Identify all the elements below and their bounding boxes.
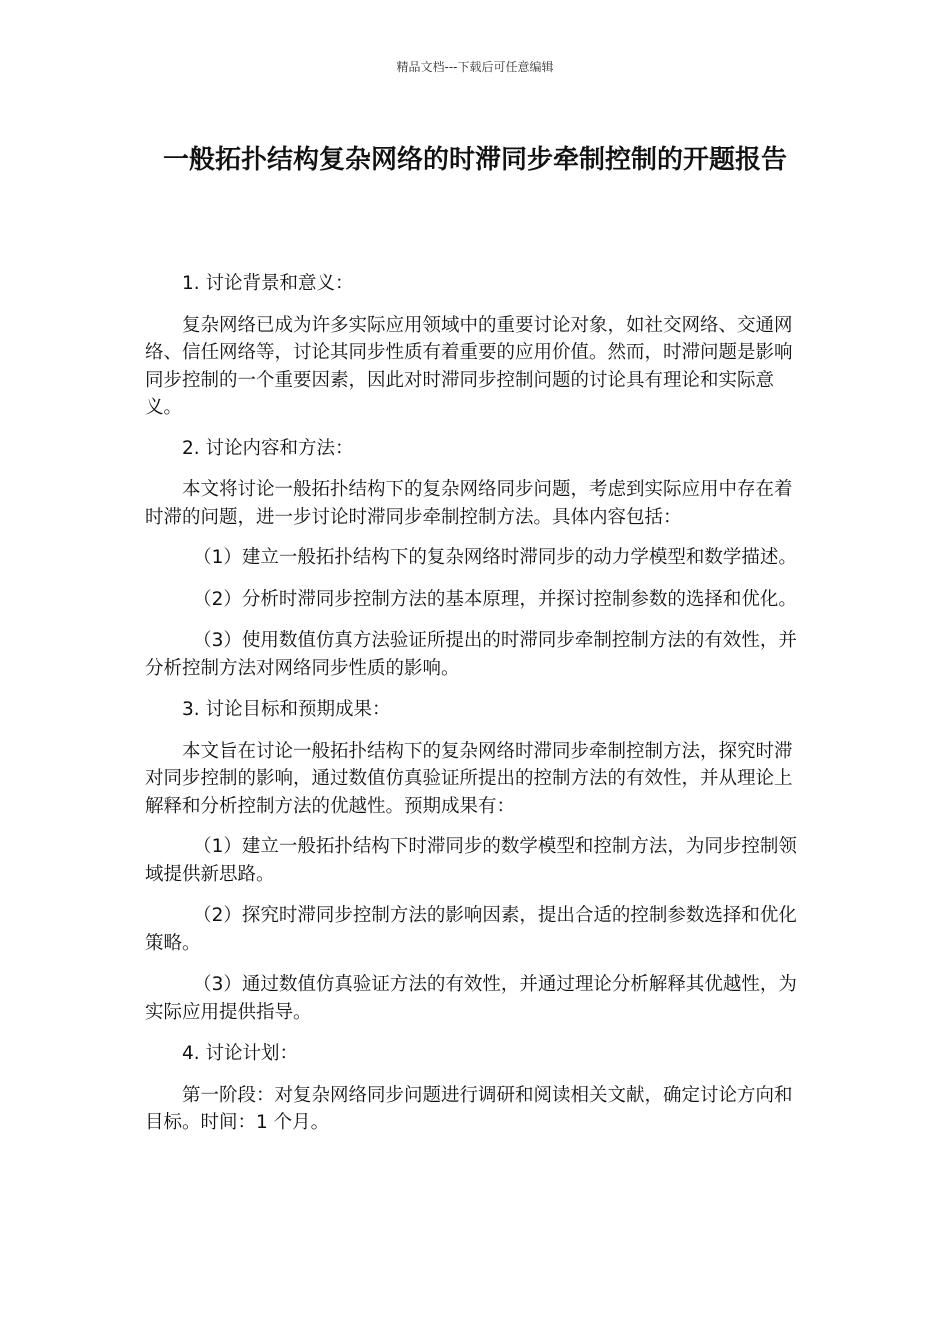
section-heading: 4. 讨论计划： (182, 1043, 299, 1064)
section-paragraph: 复杂网络已成为许多实际应用领域中的重要讨论对象，如社交网络、交通网络、信任网络等，讨论其同步性质有着重要的应用价值。然而，时滞问题是影响同步控制的一个重要因素，因此对时滞同步控制问题的讨论具有理论和实际意义。 (145, 314, 793, 418)
section-heading: 2. 讨论内容和方法： (182, 437, 354, 459)
list-item: （3）使用数值仿真方法验证所提出的时滞同步牵制控制方法的有效性，并分析控制方法对网络同步性质的影响。 (145, 630, 797, 679)
section-paragraph: 本文将讨论一般拓扑结构下的复杂网络同步问题，考虑到实际应用中存在着时滞的问题，进一步讨论时滞同步牵制控制方法。具体内容包括： (145, 479, 793, 528)
section-heading: 1. 讨论背景和意义： (182, 273, 354, 294)
list-item: （3）通过数值仿真验证方法的有效性，并通过理论分析解释其优越性，为实际应用提供指导。 (145, 974, 797, 1023)
section-paragraph: 本文旨在讨论一般拓扑结构下的复杂网络时滞同步牵制控制方法，探究时滞对同步控制的影响，通过数值仿真验证所提出的控制方法的有效性，并从理论上解释和分析控制方法的优越性。预期成果有： (145, 740, 793, 817)
list-item: （2）探究时滞同步控制方法的影响因素，提出合适的控制参数选择和优化策略。 (145, 905, 797, 954)
document-body (145, 270, 807, 1150)
list-item: （1）建立一般拓扑结构下的复杂网络时滞同步的动力学模型和数学描述。 (193, 547, 797, 568)
document-title: 一般拓扑结构复杂网络的时滞同步牵制控制的开题报告 (162, 145, 787, 175)
section-paragraph: 第一阶段：对复杂网络同步问题进行调研和阅读相关文献，确定讨论方向和目标。时间：1 个月。 (145, 1084, 793, 1133)
section-heading: 3. 讨论目标和预期成果： (182, 699, 391, 720)
list-item: （2）分析时滞同步控制方法的基本原理，并探讨控制参数的选择和优化。 (193, 588, 797, 610)
list-item: （1）建立一般拓扑结构下时滞同步的数学模型和控制方法，为同步控制领域提供新思路。 (145, 836, 797, 885)
header-note: 精品文档---下载后可任意编辑 (396, 60, 554, 74)
